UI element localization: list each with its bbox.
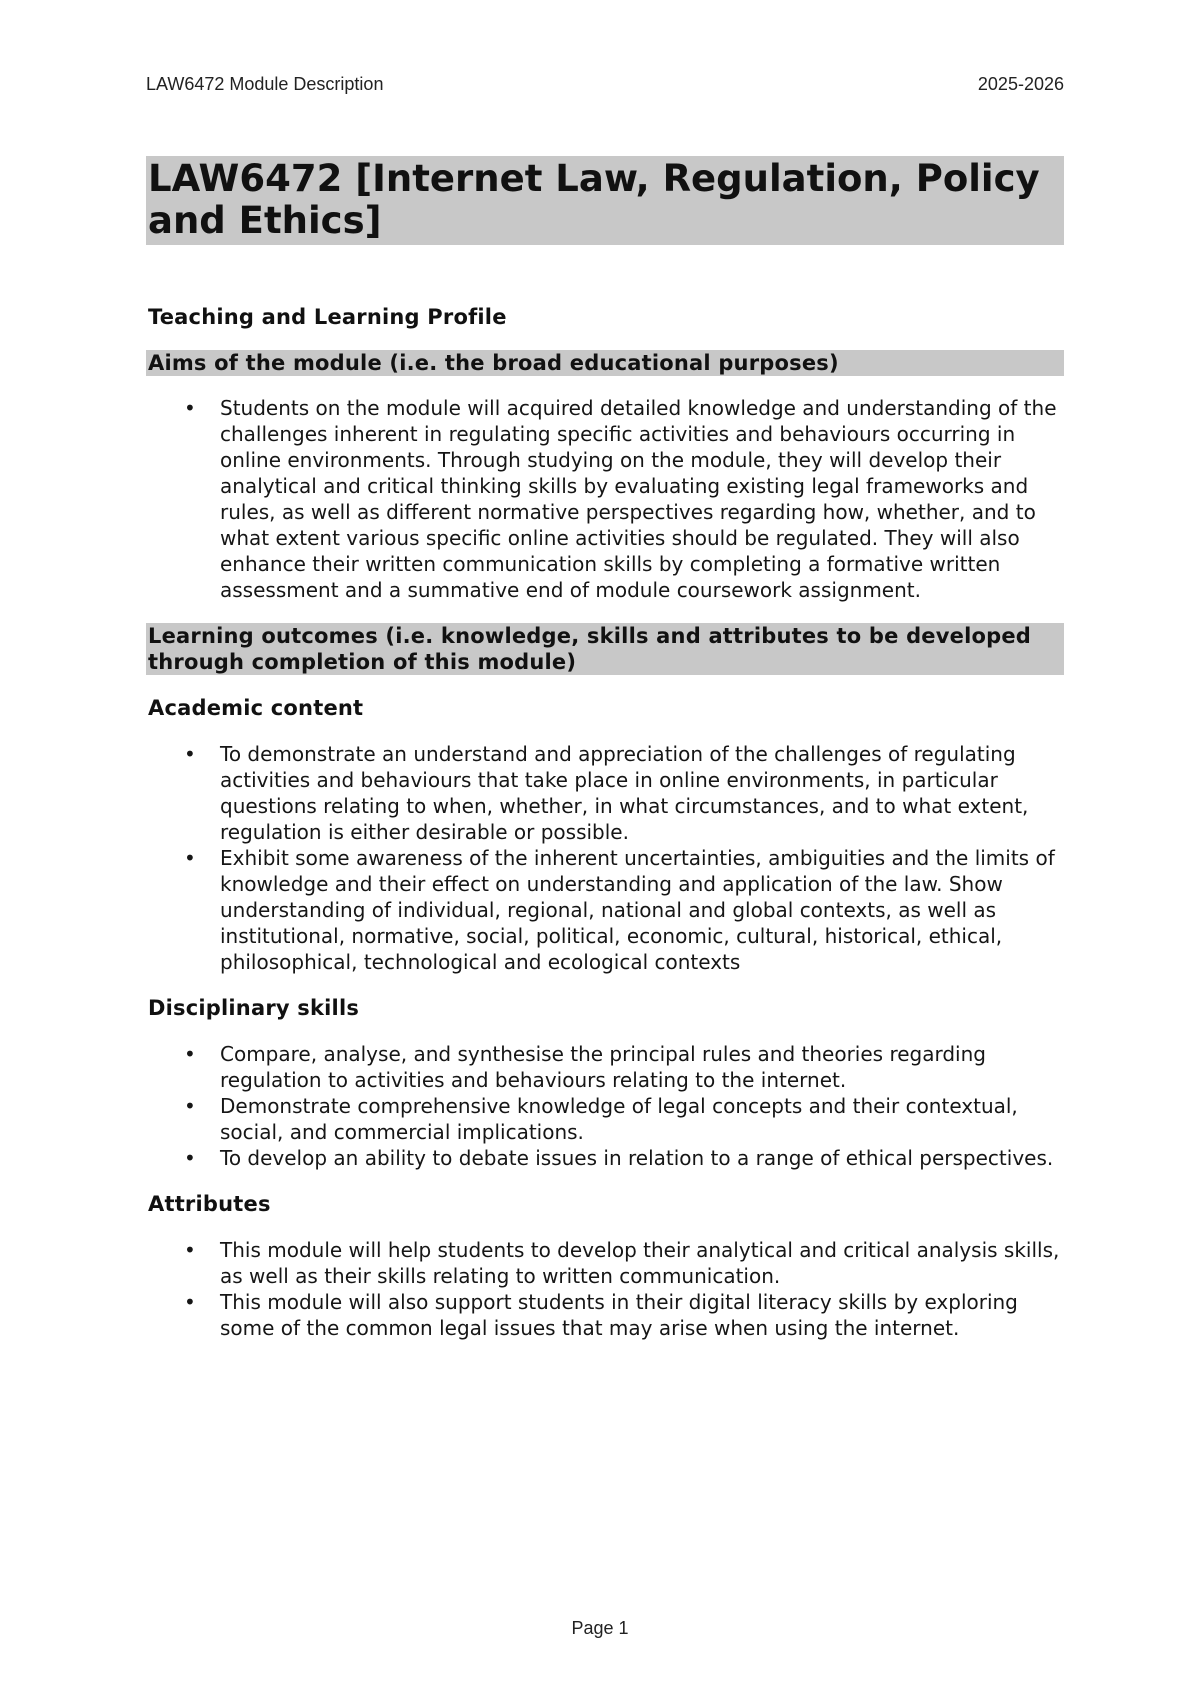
bullet-icon: • — [184, 1238, 196, 1262]
learning-outcomes-heading: Learning outcomes (i.e. knowledge, skills and attributes to be developed through completion of this module) — [146, 623, 1064, 675]
list-item — [146, 741, 1064, 845]
document-body — [146, 156, 1064, 1341]
disciplinary-skills-heading: Disciplinary skills — [148, 996, 360, 1020]
bullet-icon: • — [184, 1042, 196, 1066]
disciplinary-skills-list — [146, 1041, 1064, 1171]
bullet-icon: • — [184, 1290, 196, 1314]
bullet-icon: • — [184, 1146, 196, 1170]
profile-heading: Teaching and Learning Profile — [148, 305, 507, 329]
attributes-list — [146, 1237, 1064, 1341]
list-item-text: This module will also support students in their digital literacy skills by exploring some of the common legal issues that may arise when using the internet. — [220, 1290, 1018, 1340]
page-header — [146, 74, 1064, 100]
aims-list — [146, 395, 1064, 603]
list-item — [146, 1145, 1064, 1171]
header-module-label: LAW6472 Module Description — [146, 74, 384, 94]
bullet-icon: • — [184, 396, 196, 420]
list-item-text: Exhibit some awareness of the inherent uncertainties, ambiguities and the limits of knowledge and their effect on understanding and application of the law. Show understanding of individual, regional, national and global contexts, as well as institutional, normative, social, political, economic, cultural, historical, ethical, philosophical, technological and ecological contexts — [220, 846, 1055, 974]
page-title: LAW6472 [Internet Law, Regulation, Policy and Ethics] — [146, 156, 1064, 245]
bullet-icon: • — [184, 1094, 196, 1118]
list-item — [146, 1041, 1064, 1093]
academic-content-list — [146, 741, 1064, 975]
attributes-heading: Attributes — [148, 1192, 271, 1216]
list-item-text: Students on the module will acquired detailed knowledge and understanding of the challenges inherent in regulating specific activities and behaviours occurring in online environments. Through studying on the module, they will develop their analytical and critical thinking skills by evaluating existing legal frameworks and rules, as well as different normative perspectives regarding how, whether, and to what extent various specific online activities should be regulated. They will also enhance their written communication skills by completing a formative written assessment and a summative end of module coursework assignment. — [220, 396, 1057, 602]
list-item — [146, 845, 1064, 975]
page-number: Page 1 — [571, 1618, 629, 1638]
bullet-icon: • — [184, 846, 196, 870]
list-item-text: Compare, analyse, and synthesise the principal rules and theories regarding regulation to activities and behaviours relating to the internet. — [220, 1042, 986, 1092]
list-item-text: To develop an ability to debate issues in relation to a range of ethical perspectives. — [220, 1146, 1054, 1170]
list-item-text: Demonstrate comprehensive knowledge of legal concepts and their contextual, social, and commercial implications. — [220, 1094, 1018, 1144]
list-item — [146, 1237, 1064, 1289]
list-item-text: To demonstrate an understand and appreciation of the challenges of regulating activities and behaviours that take place in online environments, in particular questions relating to when, whether, in what circumstances, and to what extent, regulation is either desirable or possible. — [220, 742, 1029, 844]
aims-heading: Aims of the module (i.e. the broad educational purposes) — [146, 350, 1064, 376]
bullet-icon: • — [184, 742, 196, 766]
list-item — [146, 395, 1064, 603]
list-item-text: This module will help students to develop their analytical and critical analysis skills, as well as their skills relating to written communication. — [220, 1238, 1060, 1288]
header-academic-year: 2025-2026 — [977, 74, 1064, 94]
list-item — [146, 1093, 1064, 1145]
academic-content-heading: Academic content — [148, 696, 364, 720]
list-item — [146, 1289, 1064, 1341]
